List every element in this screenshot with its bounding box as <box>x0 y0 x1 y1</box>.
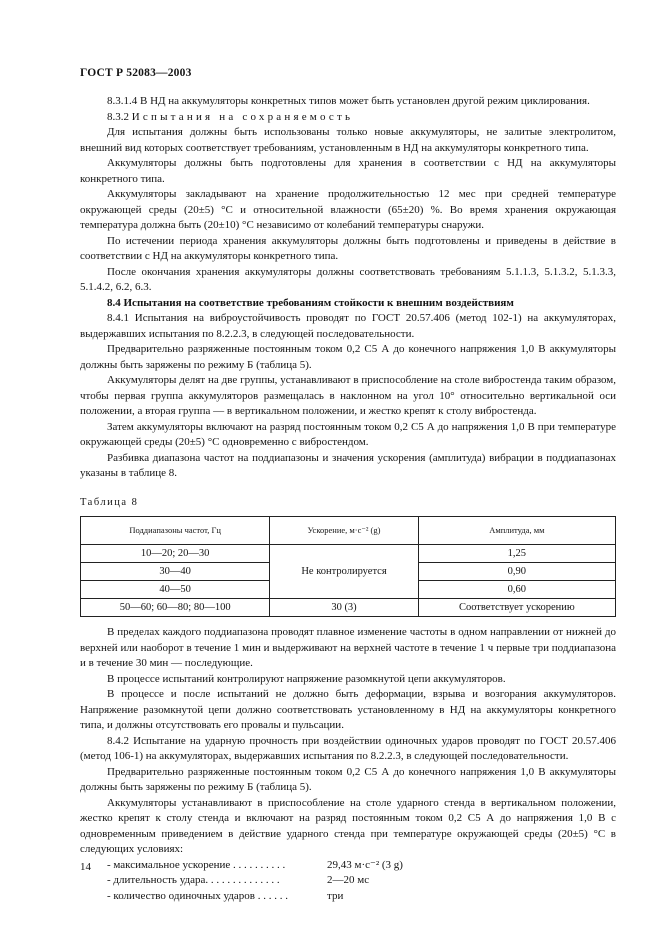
paragraph: Разбивка диапазона частот на поддиапазоны и значения ускорения (амплитуда) вибрации в поддиапазонах указаны в таблице 8. <box>80 451 616 479</box>
paragraph: В процессе испытаний контролируют напряжение разомкнутой цепи аккумуляторов. <box>107 672 506 685</box>
paragraph: Аккумуляторы закладывают на хранение продолжительностью 12 мес при средней температуре окружающей среды (20±5) °С и относительной влажности (65±20) %. Во время хранения окружающая температура должна быть (20±10) °С независимо от колебаний температуры снаружи. <box>80 188 616 231</box>
paragraph: В пределах каждого поддиапазона проводят плавное изменение частоты в одном направлении от нижней до верхней или наоборот в течение 1 мин и выдерживают на верхней частоте в течение 1 ч первые три поддиапазона и в течение 30 мин — последующие. <box>80 626 616 669</box>
paragraph: В процессе и после испытаний не должно быть деформации, взрыва и возгорания аккумуляторов. Напряжение разомкнутой цепи должно соответствовать установленному в НД на аккумуляторы конкретного типа, и должны отсутствовать его провалы и пульсации. <box>80 688 616 731</box>
condition-value: 2—20 мс <box>327 874 370 886</box>
section-title: Испытания на сохраняемость <box>131 110 354 123</box>
table-header-cell: Поддиапазоны частот, Гц <box>81 517 270 545</box>
paragraph-8-3-1-4: 8.3.1.4 В НД на аккумуляторы конкретных типов может быть установлен другой режим циклирования. <box>107 95 590 107</box>
table-cell: 50—60; 60—80; 80—100 <box>81 599 270 617</box>
condition-value: три <box>327 889 344 902</box>
paragraph: 8.4.2 Испытание на ударную прочность при воздействии одиночных ударов проводят по ГОСТ 20.57.406 (метод 106-1) на аккумуляторах, выдержавших испытания по 8.2.2.3, в следующей последовательности. <box>80 734 616 762</box>
table-cell: 0,90 <box>418 563 615 581</box>
table-header-cell: Ускорение, м·с⁻² (g) <box>270 517 418 545</box>
table-cell: 0,60 <box>418 581 615 599</box>
list-item <box>80 858 616 874</box>
table-cell: 30 (3) <box>270 599 418 617</box>
table-cell: 10—20; 20—30 <box>81 545 270 563</box>
table-cell: 40—50 <box>81 581 270 599</box>
table-cell: 30—40 <box>81 563 270 581</box>
paragraph: Аккумуляторы должны быть подготовлены для хранения в соответствии с НД на аккумуляторы конкретного типа. <box>80 157 616 185</box>
paragraph: 8.4.1 Испытания на виброустойчивость проводят по ГОСТ 20.57.406 (метод 102-1) на аккумуляторах, выдержавших испытания по 8.2.2.3, в следующей последовательности. <box>80 312 616 340</box>
list-item <box>80 873 616 889</box>
condition-label: - максимальное ускорение . . . . . . . . . . <box>107 858 286 871</box>
test-conditions-list <box>80 858 616 905</box>
table-row <box>81 599 616 617</box>
table-cell: Соответствует ускорению <box>418 599 615 617</box>
list-item <box>80 889 616 905</box>
section-heading-8-3-2 <box>80 110 616 126</box>
condition-value: 29,43 м·с⁻² (3 g) <box>327 858 403 871</box>
condition-label: - количество одиночных ударов . . . . . . <box>107 889 288 902</box>
table-cell: Не контролируется <box>270 545 418 599</box>
table-header-cell: Амплитуда, мм <box>418 517 615 545</box>
paragraph: По истечении периода хранения аккумуляторы должны быть подготовлены и приведены в действие в соответствии с НД на аккумуляторы конкретного типа. <box>80 234 616 262</box>
paragraph: Затем аккумуляторы включают на разряд постоянным током 0,2 C5 А до напряжения 1,0 В при температуре окружающей среды (20±5) °С одновременно с вибростендом. <box>80 420 616 448</box>
table-cell: 1,25 <box>418 545 615 563</box>
section-heading-8-4: 8.4 Испытания на соответствие требованиям стойкости к внешним воздействиям <box>107 296 514 309</box>
paragraph: Предварительно разряженные постоянным током 0,2 C5 А до конечного напряжения 1,0 В аккумуляторы должны быть заряжены по режиму Б (таблица 5). <box>80 765 616 793</box>
section-number: 8.3.2 <box>107 110 129 123</box>
table-caption: Таблица 8 <box>80 496 139 508</box>
paragraph: Предварительно разряженные постоянным током 0,2 C5 А до конечного напряжения 1,0 В аккумуляторы должны быть заряжены по режиму Б (таблица 5). <box>80 343 616 371</box>
table-row <box>81 545 616 563</box>
page-number: 14 <box>80 861 91 873</box>
document-header: ГОСТ Р 52083—2003 <box>80 67 192 79</box>
paragraph: Аккумуляторы устанавливают в приспособление на столе ударного стенда в вертикальном положении, жестко крепят к столу стенда и включают на разряд постоянным током 0,2 C5 А до напряжения 1,0 В с одновременным приведением в действие ударного стенда при температуре окружающей среды (20±5) °С в следующих условиях: <box>80 796 616 855</box>
paragraph: Аккумуляторы делят на две группы, устанавливают в приспособление на столе вибростенда таким образом, чтобы первая группа аккумуляторов размещалась в наклонном на угол 10° относительно вертикальной оси положении, а вторая группа — в вертикальном положении, и жестко крепят к столу вибростенда. <box>80 374 616 417</box>
paragraph: Для испытания должны быть использованы только новые аккумуляторы, не залитые электролитом, внешний вид которых соответствует требованиям, установленным в НД на аккумуляторы конкретного типа. <box>80 126 616 154</box>
paragraph: После окончания хранения аккумуляторы должны соответствовать требованиям 5.1.1.3, 5.1.3.2, 5.1.3.3, 5.1.4.2, 6.2, 6.3. <box>80 265 616 293</box>
table-header-row <box>81 517 616 545</box>
table-8 <box>80 516 616 617</box>
condition-label: - длительность удара. . . . . . . . . . . . . . <box>107 874 280 886</box>
document-body <box>80 94 616 904</box>
